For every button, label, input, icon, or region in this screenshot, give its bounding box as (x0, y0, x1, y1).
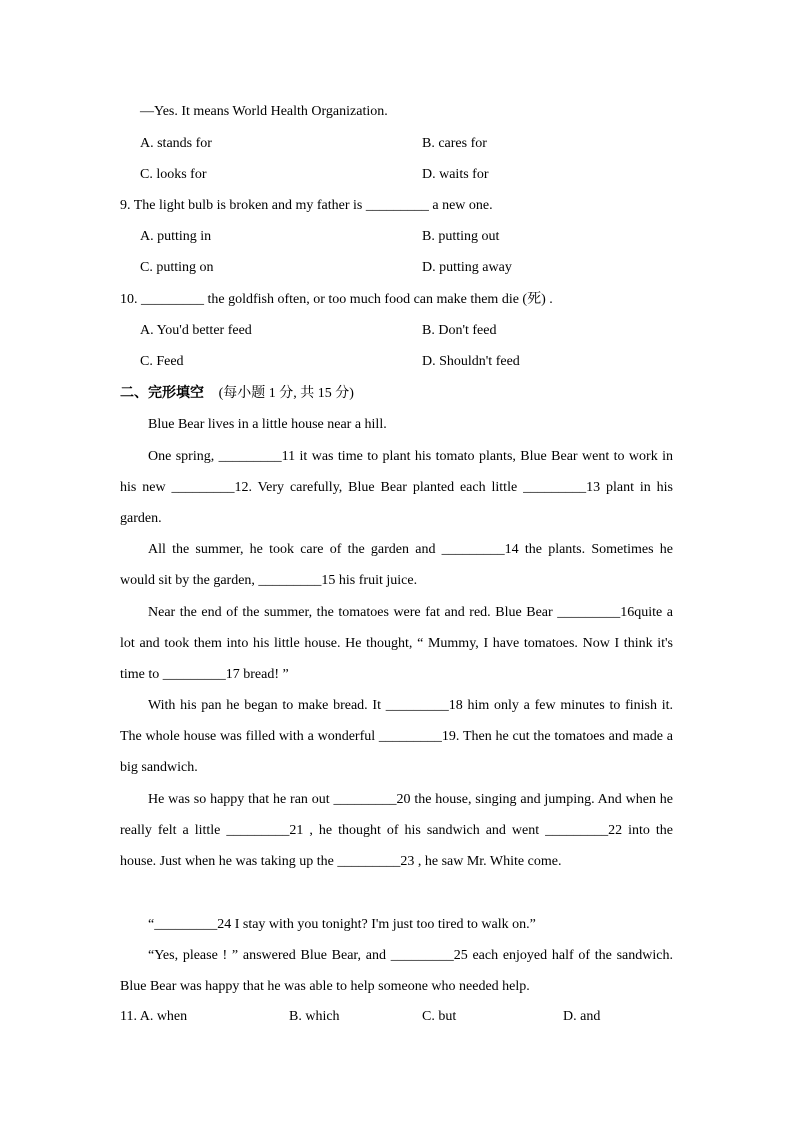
passage-paragraph-1: Blue Bear lives in a little house near a hill. (148, 417, 387, 432)
q10-option-a: A. You'd better feed (140, 323, 252, 338)
passage-paragraph-3: All the summer, he took care of the garden and _________14 the plants. Sometimes he would sit by the garden, _________15 his fruit juice. (120, 542, 673, 589)
q11-option-c: C. but (422, 1009, 457, 1024)
passage-paragraph-4: Near the end of the summer, the tomatoes were fat and red. Blue Bear _________16quite a lot and took them into his little house. He thought, “ Mummy, I have tomatoes. Now I think it's time to _________17 bread! ” (120, 605, 673, 683)
section-heading (120, 384, 354, 403)
q10-option-d: D. Shouldn't feed (422, 354, 520, 369)
q11-option-a: 11. A. when (120, 1009, 188, 1024)
q9-option-b: B. putting out (422, 229, 500, 244)
passage-paragraph-6: He was so happy that he ran out _________20 the house, singing and jumping. And when he really felt a little _________21 , he thought of his sandwich and went _________22 into the house. Just when he was taking up the _________23 , he saw Mr. White come. (120, 792, 673, 870)
q10-option-c: C. Feed (140, 354, 184, 369)
q8-option-d: D. waits for (422, 167, 489, 182)
q8-option-a: A. stands for (140, 136, 212, 151)
q8-answer: —Yes. It means World Health Organization. (140, 104, 388, 119)
q10-option-b: B. Don't feed (422, 323, 497, 338)
passage-paragraph-2: One spring, _________11 it was time to plant his tomato plants, Blue Bear went to work in his new _________12. Very carefully, Blue Bear planted each little _________13 plant in his garden. (120, 449, 673, 527)
passage-paragraph-5: With his pan he began to make bread. It _________18 him only a few minutes to finish it. The whole house was filled with a wonderful _________19. Then he cut the tomatoes and made a big sandwich. (120, 698, 673, 776)
passage-paragraph-8: “Yes, please ! ” answered Blue Bear, and _________25 each enjoyed half of the sandwich. Blue Bear was happy that he was able to help someone who needed help. (120, 948, 673, 995)
q9-option-c: C. putting on (140, 260, 214, 275)
q10-stem: 10. _________ the goldfish often, or too much food can make them die (死) . (120, 292, 553, 307)
section-note: (每小题 1 分, 共 15 分) (218, 386, 354, 401)
passage-paragraph-7: “_________24 I stay with you tonight? I'm just too tired to walk on.” (148, 917, 536, 932)
section-title: 二、完形填空 (120, 385, 204, 401)
q8-option-c: C. looks for (140, 167, 207, 182)
q9-option-d: D. putting away (422, 260, 512, 275)
q8-option-b: B. cares for (422, 136, 487, 151)
q11-option-b: B. which (289, 1009, 340, 1024)
q9-option-a: A. putting in (140, 229, 212, 244)
q9-stem: 9. The light bulb is broken and my father is _________ a new one. (120, 198, 493, 213)
q11-option-d: D. and (563, 1009, 601, 1024)
